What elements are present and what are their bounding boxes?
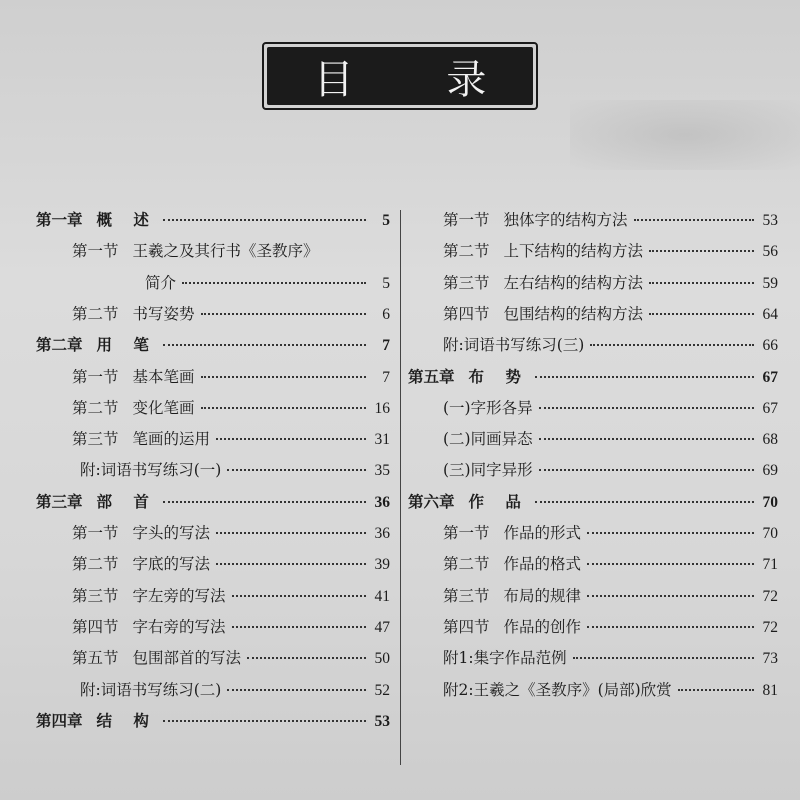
dot-leader — [163, 344, 366, 346]
section-number: 第一节 — [72, 367, 119, 386]
entry-title: 用 笔 — [96, 335, 157, 355]
page-number: 72 — [762, 618, 778, 636]
toc-section-row[interactable] — [72, 239, 390, 269]
dot-leader — [227, 469, 366, 471]
page-number: 47 — [374, 618, 390, 636]
entry-title: 简介 — [145, 273, 177, 292]
entry-title: 书写姿势 — [132, 304, 195, 323]
dot-leader — [216, 532, 366, 534]
toc-section-row[interactable] — [443, 458, 778, 488]
title-frame — [262, 42, 538, 110]
dot-leader — [216, 563, 366, 565]
toc-section-row[interactable] — [72, 427, 390, 457]
page-number: 71 — [762, 556, 778, 574]
toc-section-row[interactable] — [443, 208, 778, 238]
entry-title: 布局的规律 — [503, 586, 582, 605]
entry-title: 变化笔画 — [132, 398, 195, 417]
section-number: 第二节 — [443, 242, 490, 261]
toc-chapter-row[interactable] — [36, 208, 390, 238]
page-number: 81 — [762, 681, 778, 699]
page-number: 41 — [374, 587, 390, 605]
chapter-number: 第四章 — [36, 710, 83, 730]
dot-leader — [201, 407, 366, 409]
entry-title: 概 述 — [96, 210, 157, 229]
page-number: 7 — [382, 337, 390, 355]
dot-leader — [573, 657, 754, 659]
section-number: 第四节 — [443, 304, 490, 323]
dot-leader — [590, 344, 754, 346]
entry-title: 作品的格式 — [503, 555, 582, 574]
toc-section-row[interactable] — [443, 678, 778, 708]
page-number: 59 — [762, 274, 778, 292]
toc-section-row[interactable] — [80, 458, 390, 488]
chapter-number: 第一章 — [36, 210, 83, 229]
dot-leader — [232, 626, 366, 628]
dot-leader — [535, 501, 754, 503]
toc-section-row[interactable] — [443, 584, 778, 614]
dot-leader — [649, 282, 754, 284]
entry-title: 上下结构的结构方法 — [503, 242, 644, 261]
entry-title: 独体字的结构方法 — [503, 211, 628, 229]
toc-section-row[interactable] — [72, 584, 390, 614]
dot-leader — [163, 720, 366, 722]
page-number: 53 — [374, 712, 390, 730]
toc-section-row[interactable] — [443, 521, 778, 551]
entry-title: 附:词语书写练习(二) — [80, 680, 222, 699]
dot-leader — [201, 313, 366, 315]
toc-section-row[interactable] — [72, 365, 390, 395]
entry-title: 字左旁的写法 — [132, 586, 226, 605]
dot-leader — [535, 376, 754, 378]
entry-title: (一)字形各异 — [443, 398, 533, 417]
entry-title: (三)同字异形 — [443, 461, 533, 480]
page-number: 6 — [382, 305, 390, 323]
dot-leader — [227, 689, 366, 691]
toc-section-row[interactable] — [72, 396, 390, 426]
page-number: 5 — [382, 274, 390, 292]
page-number: 31 — [374, 431, 390, 449]
page-title: 目 录 — [267, 47, 533, 105]
section-number: 第三节 — [72, 430, 119, 449]
entry-title: 包围结构的结构方法 — [503, 304, 644, 323]
page-number: 67 — [762, 399, 778, 417]
toc-chapter-row[interactable] — [36, 333, 390, 363]
dot-leader — [539, 438, 754, 440]
toc-section-row[interactable] — [443, 427, 778, 457]
toc-chapter-row[interactable] — [408, 490, 778, 520]
toc-chapter-row[interactable] — [36, 490, 390, 520]
toc-section-row[interactable] — [443, 615, 778, 645]
entry-title: 包围部首的写法 — [132, 649, 242, 668]
dot-leader — [587, 563, 754, 565]
toc-section-row[interactable] — [72, 646, 390, 676]
toc-section-row[interactable] — [72, 615, 390, 645]
chapter-number: 第二章 — [36, 335, 83, 355]
toc-section-row[interactable] — [443, 302, 778, 332]
dot-leader — [182, 282, 366, 284]
toc-section-row[interactable] — [443, 552, 778, 582]
toc-section-row[interactable] — [443, 396, 778, 426]
toc-section-row[interactable] — [443, 239, 778, 269]
page-number: 16 — [374, 399, 390, 417]
entry-title: 附:词语书写练习(一) — [80, 461, 222, 480]
dot-leader — [587, 595, 754, 597]
column-divider — [400, 210, 401, 765]
toc-section-row[interactable] — [443, 271, 778, 301]
toc-section-row[interactable] — [443, 333, 778, 363]
page-number: 36 — [374, 525, 390, 542]
dot-leader — [232, 595, 366, 597]
dot-leader — [163, 501, 366, 503]
page-number: 53 — [762, 212, 778, 229]
page-number: 39 — [374, 556, 390, 574]
section-number: 第五节 — [72, 649, 119, 668]
dot-leader — [649, 313, 754, 315]
section-number: 第二节 — [72, 555, 119, 574]
entry-title: 附1:集字作品范例 — [443, 649, 567, 668]
toc-section-row[interactable] — [443, 646, 778, 676]
dot-leader — [247, 657, 366, 659]
entry-title: 基本笔画 — [132, 367, 195, 386]
page-number: 72 — [762, 587, 778, 605]
page-number: 50 — [374, 650, 390, 668]
entry-title: 王羲之及其行书《圣教序》 — [132, 242, 319, 261]
toc-section-row[interactable] — [145, 271, 390, 301]
toc-chapter-row[interactable] — [36, 709, 390, 739]
dot-leader — [678, 689, 754, 691]
dot-leader — [587, 532, 754, 534]
section-number: 第二节 — [72, 398, 119, 417]
toc-chapter-row[interactable] — [408, 365, 778, 395]
dot-leader — [163, 219, 366, 221]
section-number: 第三节 — [443, 586, 490, 605]
page-number: 67 — [762, 368, 778, 386]
chapter-number: 第三章 — [36, 491, 83, 511]
toc-section-row[interactable] — [80, 678, 390, 708]
section-number: 第二节 — [72, 304, 119, 323]
page-number: 70 — [762, 493, 778, 511]
entry-title: 附2:王羲之《圣教序》(局部)欣赏 — [443, 680, 672, 699]
section-number: 第四节 — [443, 617, 490, 636]
entry-title: 作品的形式 — [503, 524, 582, 542]
section-number: 第三节 — [72, 586, 119, 605]
entry-title: 字底的写法 — [132, 555, 211, 574]
section-number: 第二节 — [443, 555, 490, 574]
page-number: 70 — [762, 525, 778, 542]
entry-title: 作 品 — [468, 491, 529, 511]
toc-section-row[interactable] — [72, 552, 390, 582]
entry-title: 左右结构的结构方法 — [503, 273, 644, 292]
entry-title: 字右旁的写法 — [132, 617, 226, 636]
entry-title: 布 势 — [468, 366, 529, 386]
entry-title: 附:词语书写练习(三) — [443, 336, 585, 355]
page-number: 35 — [374, 462, 390, 480]
page-number: 56 — [762, 243, 778, 261]
dot-leader — [587, 626, 754, 628]
section-number: 第三节 — [443, 273, 490, 292]
toc-section-row[interactable] — [72, 521, 390, 551]
entry-title: 笔画的运用 — [132, 430, 211, 449]
dot-leader — [216, 438, 366, 440]
dot-leader — [539, 407, 754, 409]
page-shadow — [570, 100, 800, 170]
chapter-number: 第五章 — [408, 366, 455, 386]
page-number: 52 — [374, 681, 390, 699]
page-number: 5 — [382, 212, 390, 229]
dot-leader — [649, 250, 754, 252]
entry-title: 字头的写法 — [132, 524, 211, 542]
page-number: 36 — [374, 493, 390, 511]
page-number: 68 — [762, 431, 778, 449]
entry-title: 作品的创作 — [503, 617, 582, 636]
section-number: 第四节 — [72, 617, 119, 636]
page-number: 69 — [762, 462, 778, 480]
section-number: 第一节 — [443, 524, 490, 542]
chapter-number: 第六章 — [408, 491, 455, 511]
toc-section-row[interactable] — [72, 302, 390, 332]
section-number: 第一节 — [72, 242, 119, 261]
dot-leader — [539, 469, 754, 471]
page-number: 66 — [762, 337, 778, 355]
dot-leader — [201, 376, 366, 378]
entry-title: 部 首 — [96, 491, 157, 511]
dot-leader — [634, 219, 754, 221]
section-number: 第一节 — [72, 524, 119, 542]
page-number: 64 — [762, 305, 778, 323]
page-number: 7 — [382, 368, 390, 386]
section-number: 第一节 — [443, 211, 490, 229]
entry-title: 结 构 — [96, 710, 157, 730]
entry-title: (二)同画异态 — [443, 430, 533, 449]
page-number: 73 — [762, 650, 778, 668]
